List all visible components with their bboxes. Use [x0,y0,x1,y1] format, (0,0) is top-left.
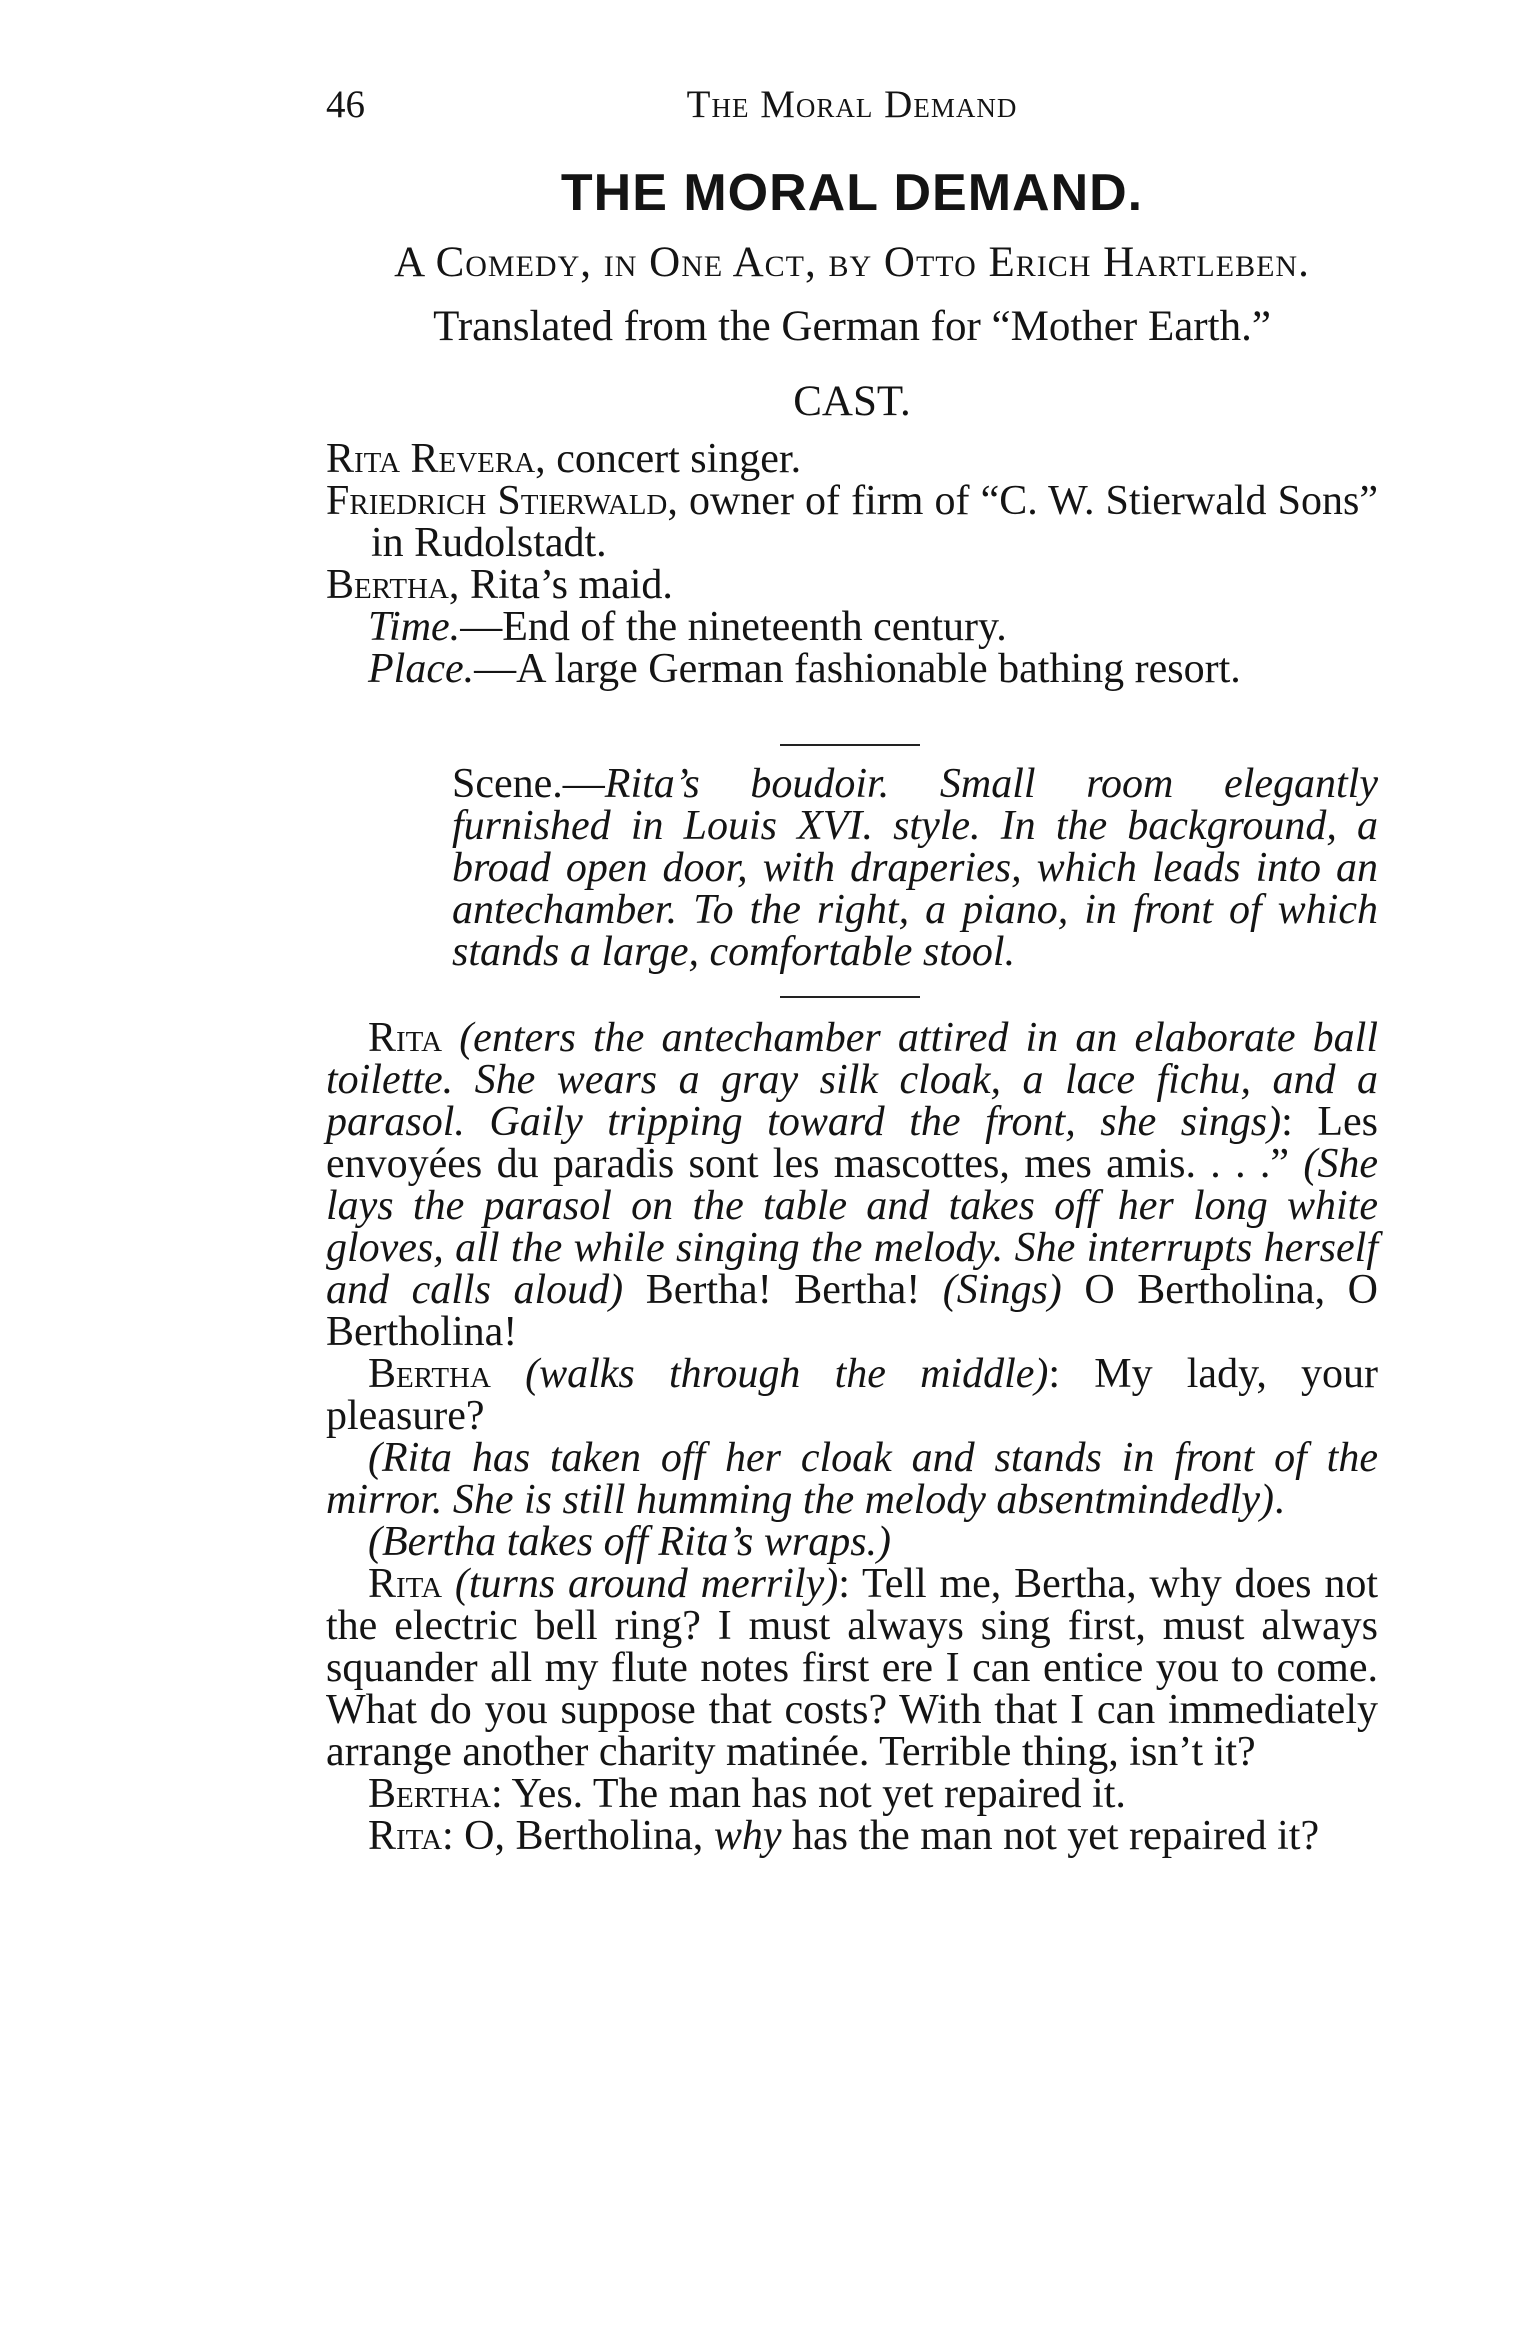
play-title: THE MORAL DEMAND. [560,164,1144,222]
emphasis: why [713,1813,782,1859]
byline: A Comedy, in One Act, by Otto Erich Hartleben. [394,239,1310,286]
stage-direction: (Bertha takes off Rita’s wraps.) [368,1519,892,1565]
time-text: —End of the nineteenth century. [460,604,1007,650]
dialogue-paragraph [326,1353,1378,1437]
dialogue-paragraph [326,1815,1378,1857]
time-line [326,606,1378,648]
speaker-name: Bertha [368,1351,491,1397]
page-number: 46 [326,83,365,126]
dialogue-text: . [1274,1477,1285,1523]
time-label: Time. [368,604,461,650]
dialogue-text: : Les envoyées du paradis sont les mascottes, mes amis. . . .” [326,1099,1378,1187]
speaker-name: Rita [368,1561,443,1607]
cast-list [326,438,1378,690]
dialogue-text: O Bertholina, O Bertholina! [326,1267,1379,1355]
speaker-name: Bertha [368,1771,491,1817]
dialogue-text: : Tell me, Bertha, why does not the electric bell ring? I must always sing first, must always squander all my flute notes first ere I can entice you to come. What do you suppose that costs? With that I can immediately arrange another charity matinée. Terrible thing, isn’t it? [326,1561,1379,1775]
stage-direction: (Rita has taken off her cloak and stands in front of the mirror. She is still humming the melody absentmindedly) [326,1435,1378,1523]
cast-description: owner of firm of “C. W. Stierwald Sons” in Rudolstadt. [371,478,1378,566]
cast-name: Bertha, [326,562,460,608]
dialogue-text: has the man not yet repaired it? [781,1813,1320,1859]
running-title: The Moral Demand [686,83,1018,126]
running-head [326,82,1378,142]
cast-entry [326,564,1378,606]
dialogue-paragraph [326,1563,1378,1773]
cast-description: Rita’s maid. [459,562,673,608]
dialogue-paragraph [326,1017,1378,1353]
dialogue-paragraph [326,1437,1378,1521]
place-label: Place. [368,646,475,692]
cast-description: concert singer. [545,436,802,482]
stage-direction: (She lays the parasol on the table and takes off her long white gloves, all the while singing the melody. She interrupts herself and calls aloud) [326,1141,1378,1313]
dialogue-text: Bertha! Bertha! [623,1267,943,1313]
dialogue-text: : Yes. The man has not yet repaired it. [490,1771,1126,1817]
speaker-name: Rita [368,1015,443,1061]
scene-text: Rita’s boudoir. Small room elegantly furnished in Louis XVI. style. In the background, a broad open door, with draperies, which leads into an antechamber. To the right, a piano, in front of which stands a large, comfortable stool. [452,761,1378,975]
stage-direction: (walks through the middle) [525,1351,1049,1397]
speaker-name: Rita [368,1813,443,1859]
section-divider [780,744,920,746]
cast-name: Friedrich Stierwald, [326,478,678,524]
scene-label: Scene.— [452,761,605,807]
stage-direction: (Sings) [942,1267,1062,1313]
dialogue-paragraph [326,1521,1378,1563]
cast-heading: CAST. [793,378,911,425]
stage-direction: (enters the antechamber attired in an elaborate ball toilette. She wears a gray silk cloak, a lace fichu, and a parasol. Gaily tripping toward the front, she sings) [326,1015,1378,1145]
stage-direction: (turns around merrily) [454,1561,839,1607]
translation-note: Translated from the German for “Mother Earth.” [433,303,1271,350]
dialogue [326,1017,1378,1857]
cast-entry [326,480,1378,564]
cast-name: Rita Revera, [326,436,546,482]
scene-description [452,763,1378,973]
cast-entry [326,438,1378,480]
dialogue-text: : O, Bertholina, [442,1813,714,1859]
place-line [326,648,1378,690]
dialogue-text: : My lady, your pleasure? [326,1351,1379,1439]
dialogue-paragraph [326,1773,1378,1815]
section-divider [780,996,920,998]
place-text: —A large German fashionable bathing resort. [474,646,1241,692]
